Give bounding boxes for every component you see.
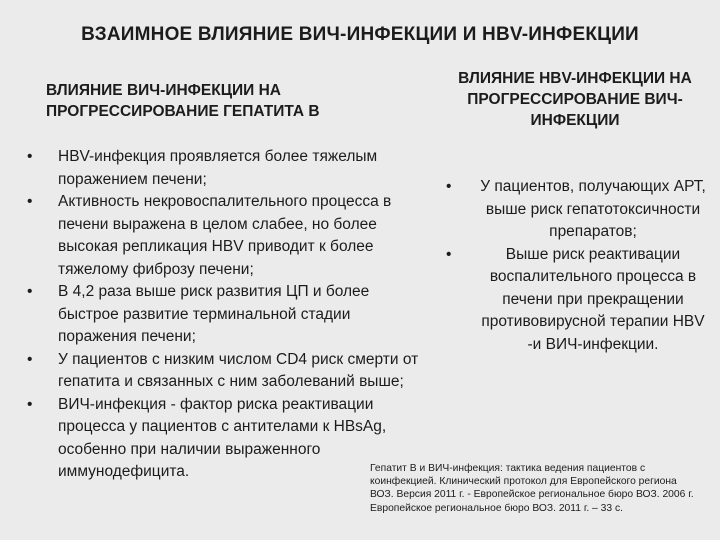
right-bullet-list [446,176,712,356]
right-column-heading: ВЛИЯНИЕ HBV-ИНФЕКЦИИ НА ПРОГРЕССИРОВАНИЕ ВИЧ-ИНФЕКЦИИ [458,70,692,129]
left-bullet-item: • ВИЧ-инфекция - фактор риска реактивации процесса у пациентов с антителами к HBsAg, особенно при наличии выраженного иммунодефицита. [24,394,424,484]
source-citation: Гепатит В и ВИЧ-инфекция: тактика ведения пациентов с коинфекцией. Клинический протокол для Европейского региона ВОЗ. Версия 2011 г. - Европейское региональное бюро ВОЗ. 2006 г. Европейское региональное бюро ВОЗ. 2011 г. – 33 с. [370,463,694,514]
left-bullet-item: • У пациентов с низким числом CD4 риск смерти от гепатита и связанных с ним заболеваний выше; [24,349,424,394]
left-bullet-item: • HBV-инфекция проявляется более тяжелым поражением печени; [24,146,424,191]
left-bullet-item: • В 4,2 раза выше риск развития ЦП и более быстрое развитие терминальной стадии поражения печени; [24,281,424,349]
left-bullet-item: • Активность некровоспалительного процесса в печени выражена в целом слабее, но более высокая репликация HBV приводит к более тяжелому фиброзу печени; [24,191,424,281]
right-bullet-item: • Выше риск реактивации воспалительного процесса в печени при прекращении противовирусной терапии HBV -и ВИЧ-инфекции. [446,244,712,357]
left-column-heading: ВЛИЯНИЕ ВИЧ-ИНФЕКЦИИ НА ПРОГРЕССИРОВАНИЕ ГЕПАТИТА В [46,82,320,120]
left-bullet-list [24,146,424,484]
slide-title: ВЗАИМНОЕ ВЛИЯНИЕ ВИЧ-ИНФЕКЦИИ И HBV-ИНФЕКЦИИ [81,24,639,45]
right-bullet-item: • У пациентов, получающих АРТ, выше риск гепатотоксичности препаратов; [446,176,712,244]
